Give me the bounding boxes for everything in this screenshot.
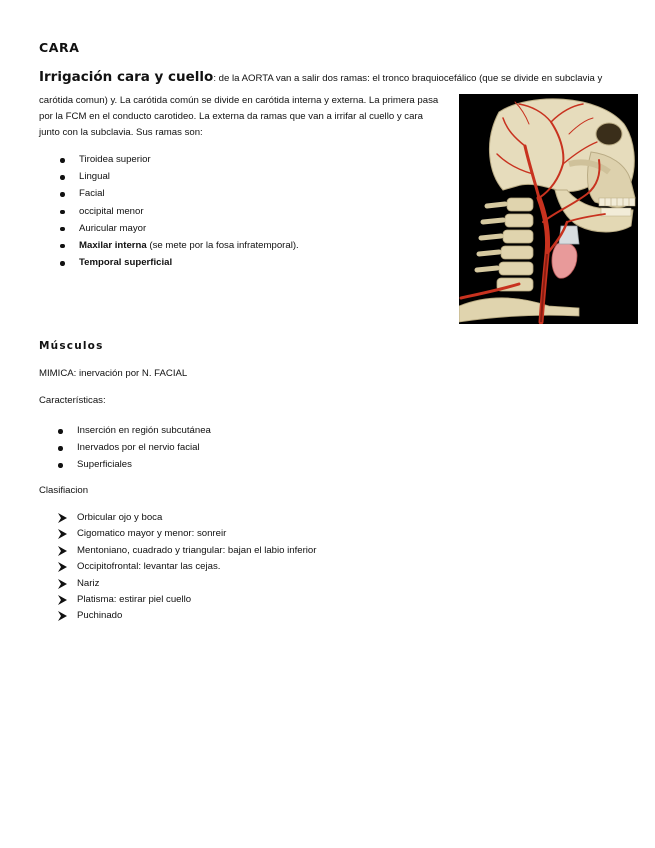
caracteristicas-list xyxy=(77,422,211,474)
mimica-line: MIMICA: inervación por N. FACIAL xyxy=(39,368,188,379)
list-item: Orbicular ojo y boca xyxy=(77,510,316,526)
list-item: Mentoniano, cuadrado y triangular: bajan el labio inferior xyxy=(77,543,316,559)
list-item: Cigomatico mayor y menor: sonreir xyxy=(77,526,316,542)
clasificacion-label: Clasifiacion xyxy=(39,485,89,496)
list-item: Tiroidea superior xyxy=(79,151,299,168)
list-item: Inervados por el nervio facial xyxy=(77,439,211,456)
arrow-bullet-icon xyxy=(58,529,67,539)
head-neck-arteries-illustration xyxy=(459,94,638,324)
irrigation-line1-text: : de la AORTA van a salir dos ramas: el tronco braquiocefálico (que se divide en subclavia y xyxy=(213,73,603,84)
list-item: Occipitofrontal: levantar las cejas. xyxy=(77,559,316,575)
section-heading-cara: CARA xyxy=(39,40,80,55)
arrow-bullet-icon xyxy=(58,513,67,523)
arrow-bullet-icon xyxy=(58,546,67,556)
list-item: Auricular mayor xyxy=(79,220,299,237)
list-item: occipital menor xyxy=(79,203,299,220)
irrigation-intro-first-line xyxy=(39,70,629,86)
list-item: Maxilar interna (se mete por la fosa infratemporal). xyxy=(79,237,299,254)
list-item: Puchinado xyxy=(77,608,316,624)
arrow-bullet-icon xyxy=(58,562,67,572)
list-item: Nariz xyxy=(77,576,316,592)
list-item: Platisma: estirar piel cuello xyxy=(77,592,316,608)
list-item: Facial xyxy=(79,185,299,202)
caracteristicas-label: Características: xyxy=(39,395,106,406)
arrow-bullet-icon xyxy=(58,579,67,589)
section-heading-musculos: Músculos xyxy=(39,340,104,352)
clasificacion-list xyxy=(77,510,316,625)
skull-arteries-drawing xyxy=(459,94,638,324)
branch-list xyxy=(79,151,299,271)
list-item: Temporal superficial xyxy=(79,254,299,271)
arrow-bullet-icon xyxy=(58,595,67,605)
list-item: Superficiales xyxy=(77,456,211,473)
irrigation-paragraph: carótida comun) y. La carótida común se divide en carótida interna y externa. La primera pasa por la FCM en el conducto carotideo. La externa da ramas que van a irrifar al cuello y cara junto con la subclavia. Sus ramas son: xyxy=(39,95,439,139)
arrow-bullet-icon xyxy=(58,611,67,621)
list-item: Inserción en región subcutánea xyxy=(77,422,211,439)
list-item: Lingual xyxy=(79,168,299,185)
irrigation-lead: Irrigación cara y cuello xyxy=(39,69,214,85)
